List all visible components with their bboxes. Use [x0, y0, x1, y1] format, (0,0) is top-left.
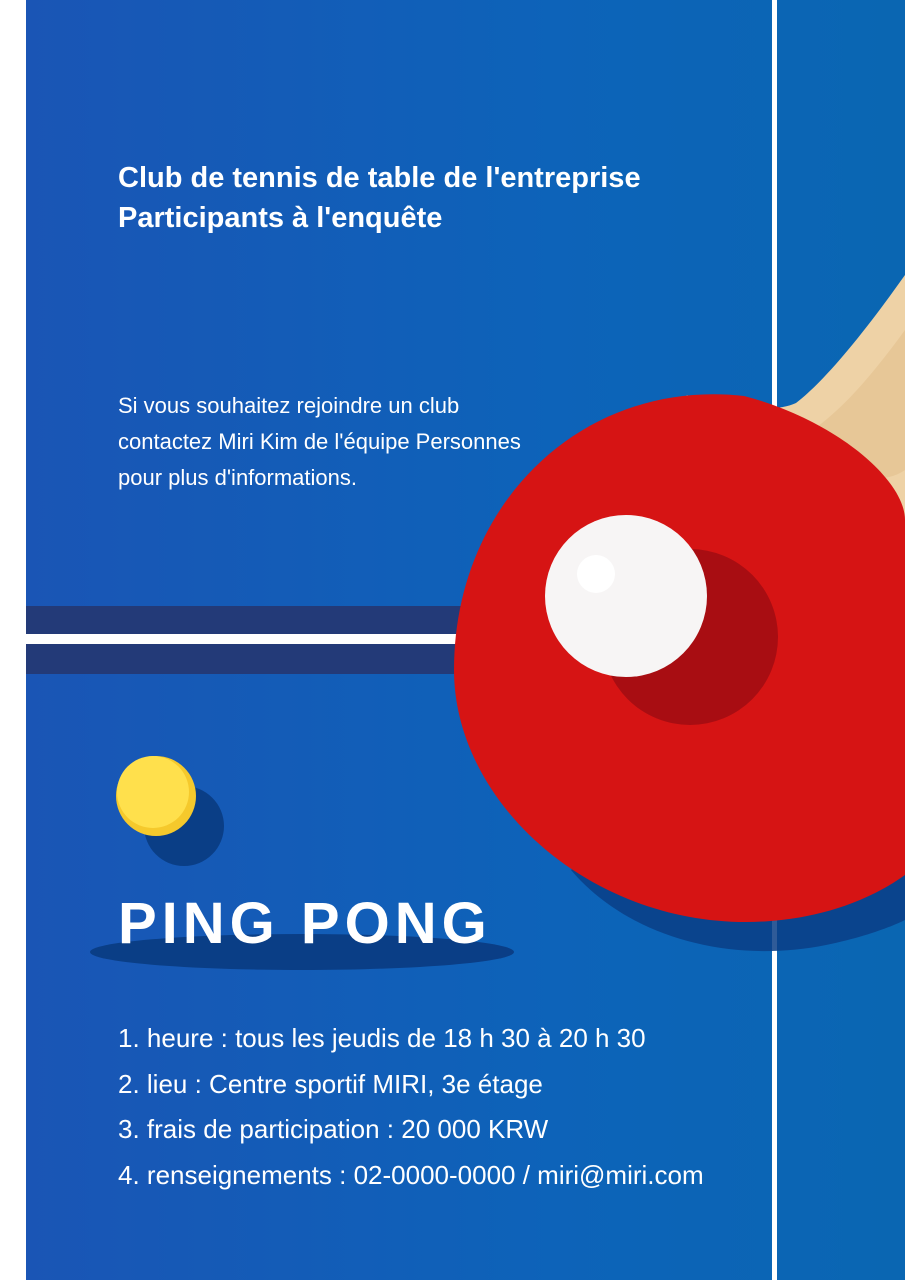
poster: [26, 0, 905, 1280]
ping-pong-ball-icon: [116, 756, 224, 866]
ping-pong-heading: PING PONG: [118, 891, 492, 956]
details-list: [118, 1016, 704, 1198]
title-line: Participants à l'enquête: [118, 202, 443, 234]
intro-line: Si vous souhaitez rejoindre un club: [118, 393, 460, 418]
table-net: [26, 606, 486, 674]
poster-title: [118, 158, 641, 238]
detail-contact: 4. renseignements : 02-0000-0000 / miri@miri.com: [118, 1159, 704, 1190]
intro-text: [118, 388, 521, 496]
intro-line: contactez Miri Kim de l'équipe Personnes: [118, 429, 521, 454]
ping-pong-paddle-icon: [454, 275, 905, 951]
detail-location: 2. lieu : Centre sportif MIRI, 3e étage: [118, 1068, 543, 1099]
title-line: Club de tennis de table de l'entreprise: [118, 162, 641, 194]
intro-line: pour plus d'informations.: [118, 465, 357, 490]
detail-schedule: 1. heure : tous les jeudis de 18 h 30 à 20 h 30: [118, 1023, 646, 1053]
detail-fee: 3. frais de participation : 20 000 KRW: [118, 1114, 549, 1144]
